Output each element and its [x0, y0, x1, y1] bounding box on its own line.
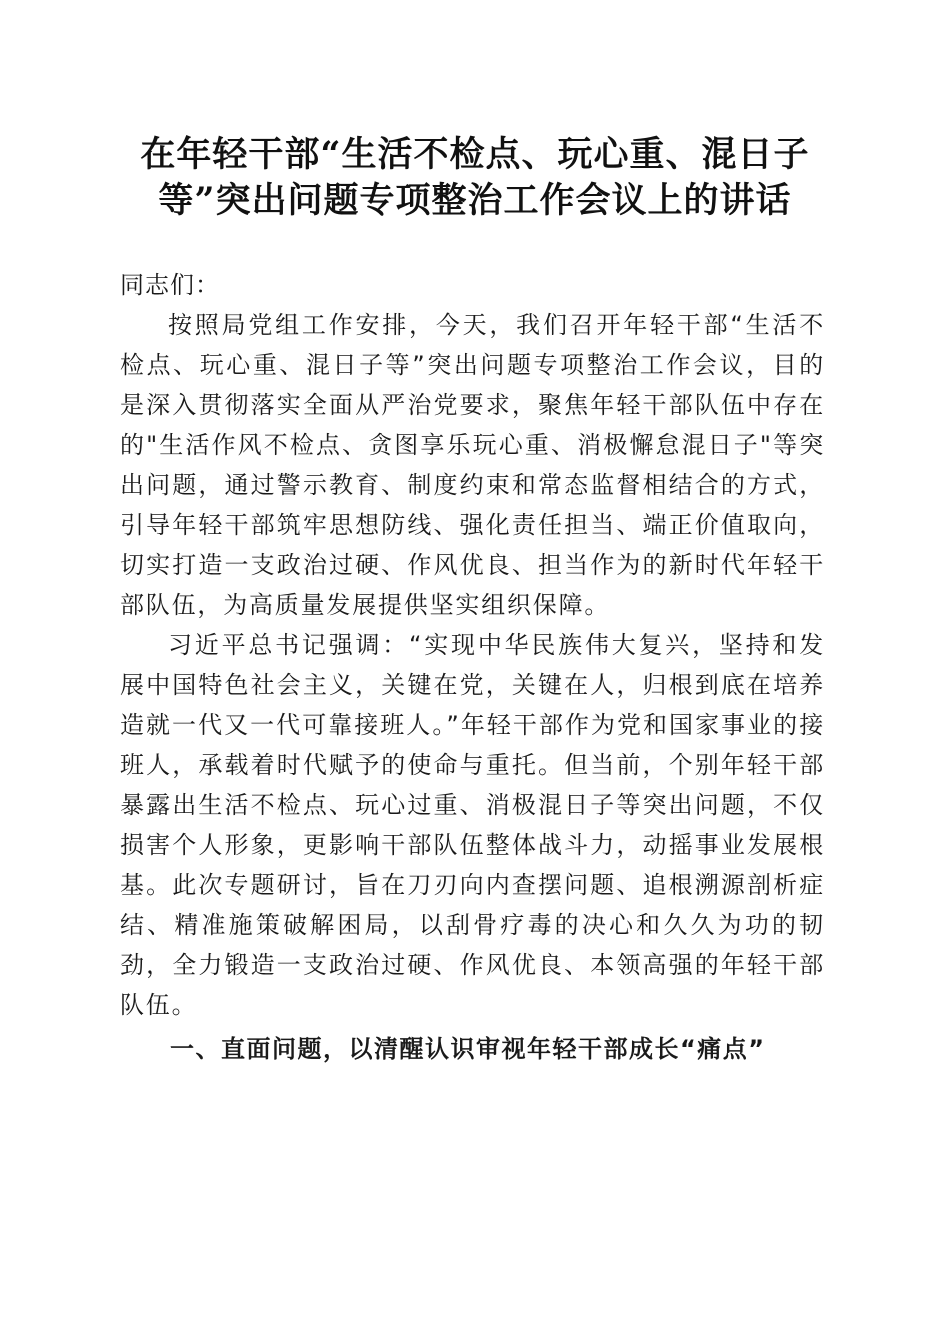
document-title — [110, 132, 840, 224]
document-body — [120, 265, 825, 1069]
paragraph-1: 按照局党组工作安排，今天，我们召开年轻干部“生活不检点、玩心重、混日子等”突出问题专项整治工作会议，目的是深入贯彻落实全面从严治党要求，聚焦年轻干部队伍中存在的"生活作风不检点、贪图享乐玩心重、消极懈怠混日子"等突出问题，通过警示教育、制度约束和常态监督相结合的方式，引导年轻干部筑牢思想防线、强化责任担当、端正价值取向，切实打造一支政治过硬、作风优良、担当作为的新时代年轻干部队伍，为高质量发展提供坚实组织保障。 — [120, 311, 825, 619]
paragraph-2: 习近平总书记强调：“实现中华民族伟大复兴，坚持和发展中国特色社会主义，关键在党，关键在人，归根到底在培养造就一代又一代可靠接班人。”年轻干部作为党和国家事业的接班人，承载着时代赋予的使命与重托。但当前，个别年轻干部暴露出生活不检点、玩心过重、消极混日子等突出问题，不仅损害个人形象，更影响干部队伍整体战斗力，动摇事业发展根基。此次专题研讨，旨在刀刃向内查摆问题、追根溯源剖析症结、精准施策破解困局，以刮骨疗毒的决心和久久为功的韧劲，全力锻造一支政治过硬、作风优良、本领高强的年轻干部队伍。 — [120, 631, 825, 1019]
salutation: 同志们： — [120, 271, 220, 299]
title-line-1: 在年轻干部“生活不检点、玩心重、混日子 — [140, 134, 810, 175]
title-line-2: 等”突出问题专项整治工作会议上的讲话 — [158, 180, 792, 221]
section-heading: 一、直面问题，以清醒认识审视年轻干部成长“痛点” — [170, 1035, 766, 1063]
